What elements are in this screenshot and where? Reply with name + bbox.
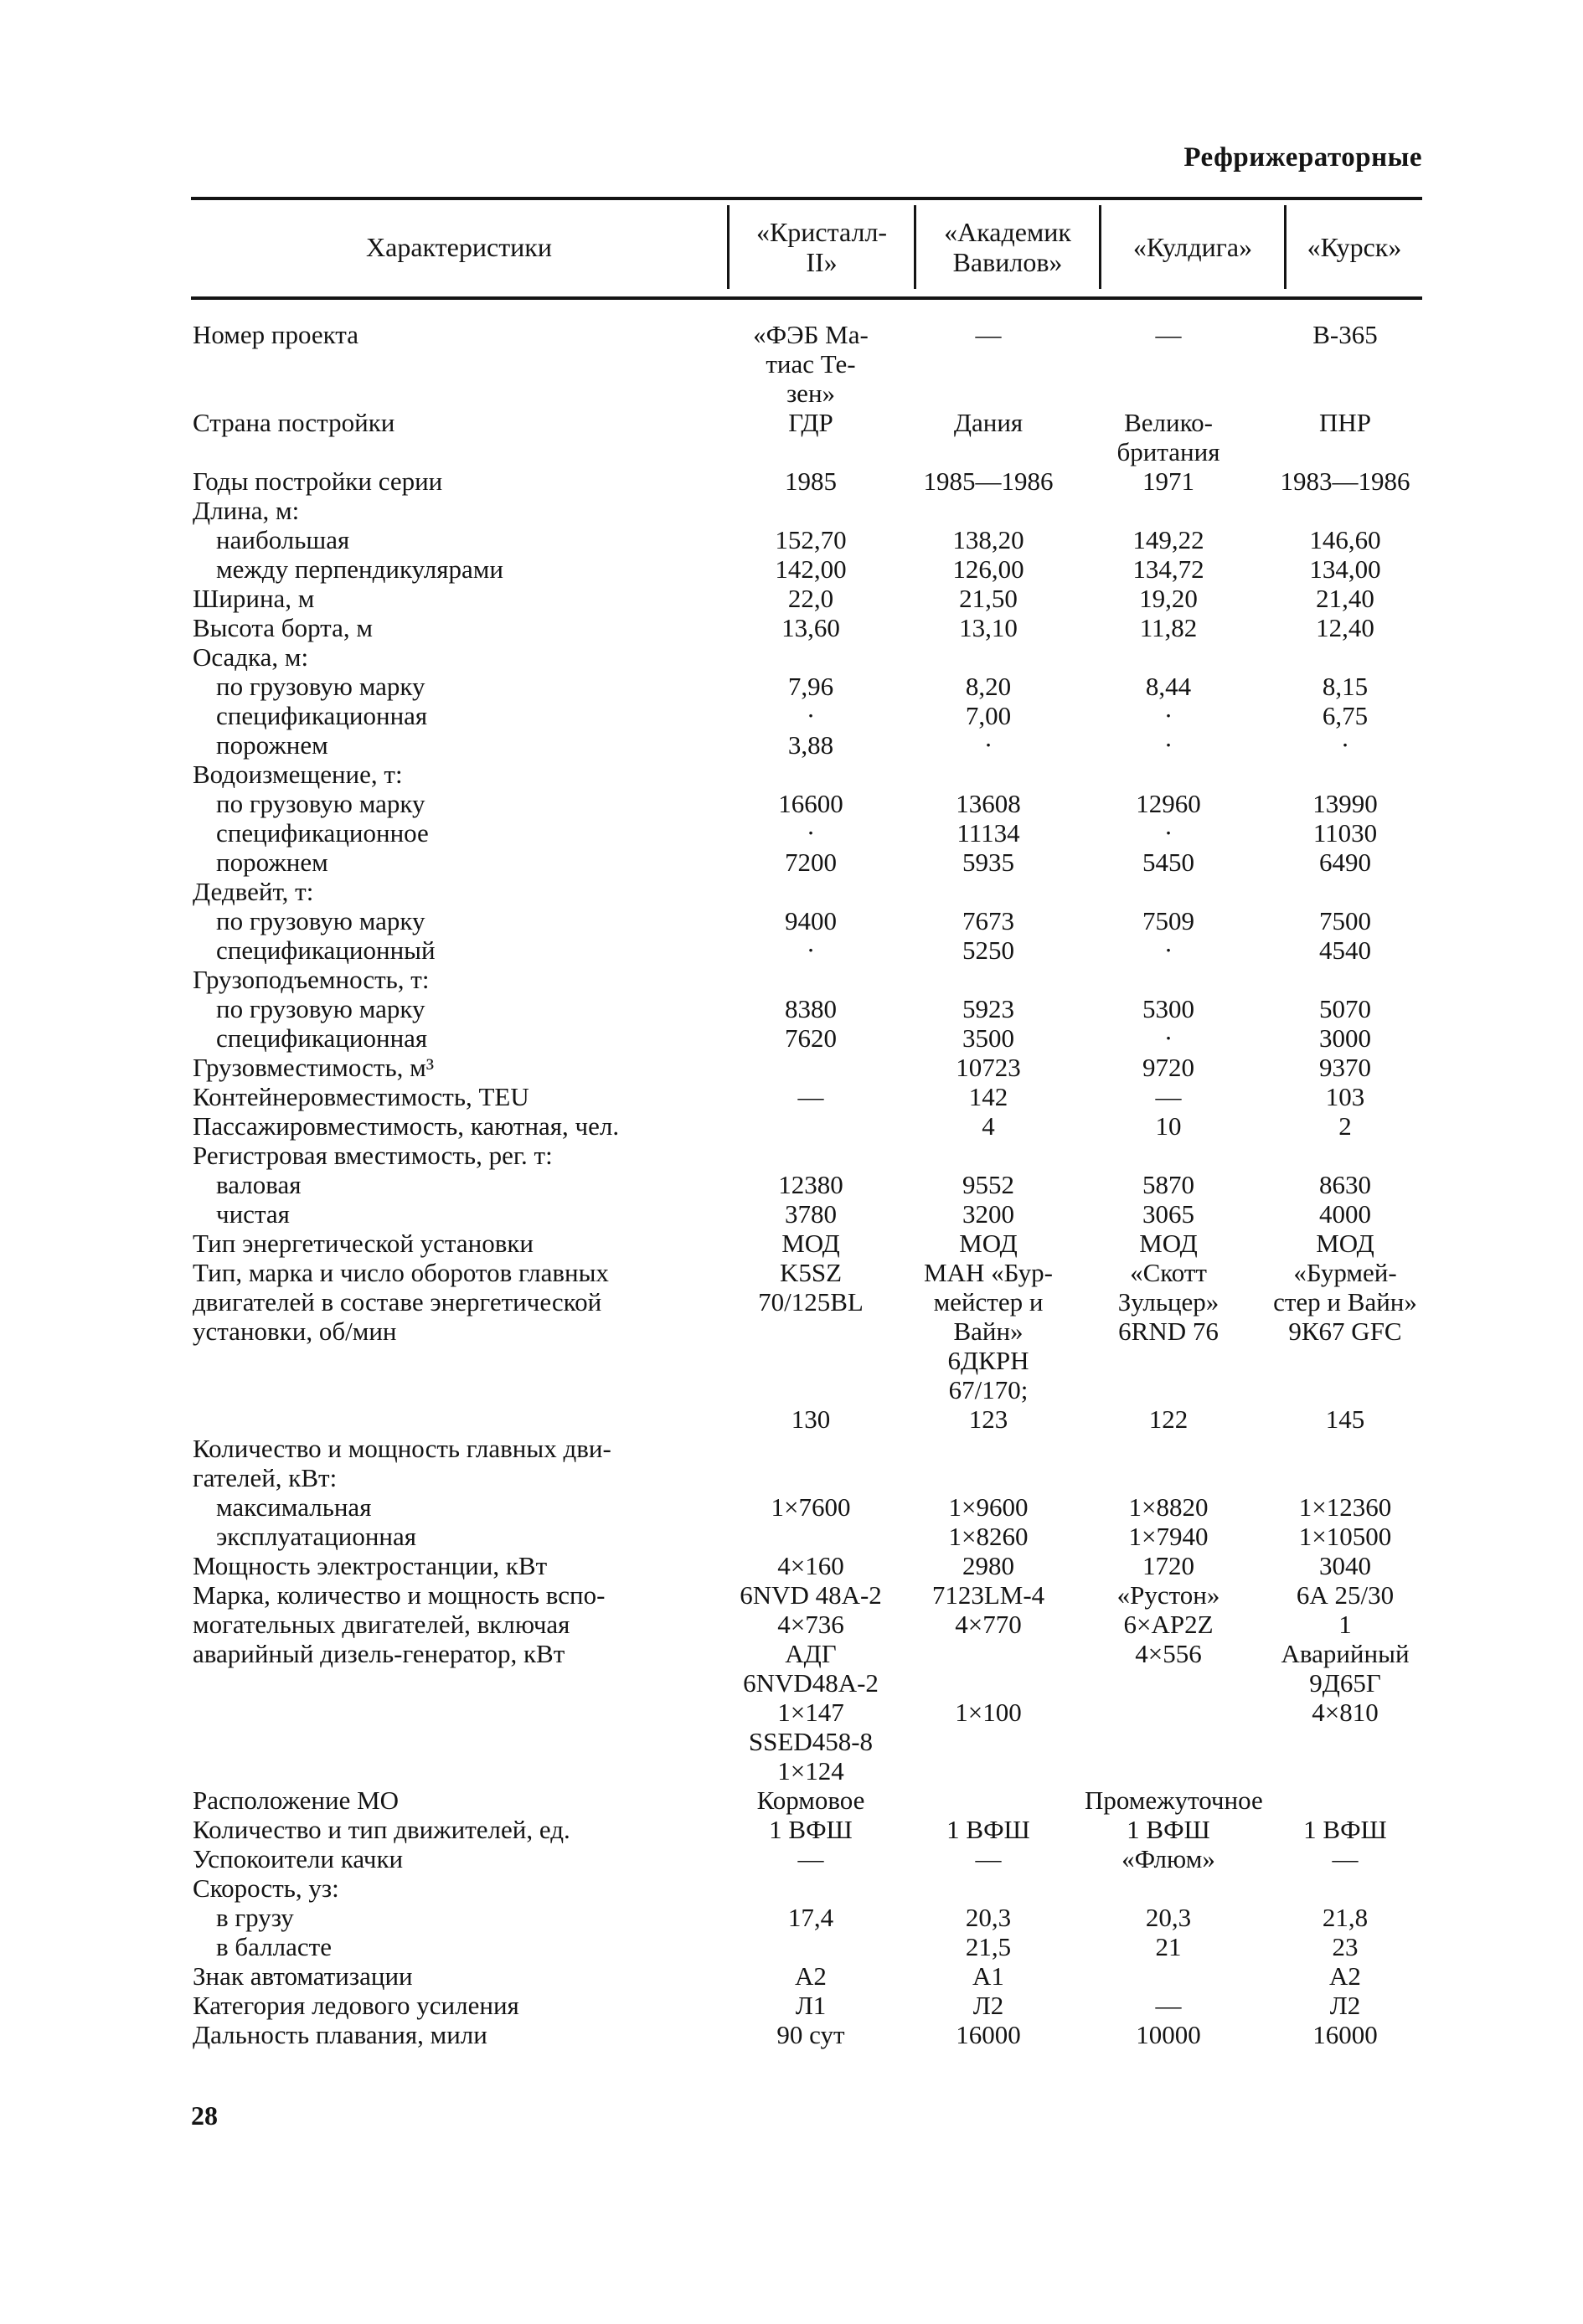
row-label: Длина, м:: [193, 496, 300, 525]
row-label: порожнем: [216, 848, 328, 877]
table-cell: 1×8820: [1128, 1492, 1209, 1522]
table-cell: 3500: [962, 1023, 1014, 1053]
row-label: Знак автоматизации: [193, 1961, 413, 1991]
table-cell: 9720: [1142, 1053, 1194, 1082]
table-cell: 126,00: [952, 554, 1024, 584]
table-cell: 6А 25/30 1 Аварийный 9Д65Г 4×810: [1281, 1580, 1410, 1727]
row-label: Количество и мощность главных дви- гателей, кВт:: [193, 1434, 611, 1492]
column-header-akademik-vavilov: «Академик Вавилов»: [944, 217, 1071, 277]
table-cell: 134,00: [1309, 554, 1381, 584]
table-cell: 21,50: [959, 584, 1018, 613]
table-cell: 122: [1148, 1404, 1189, 1434]
table-cell: ·: [806, 935, 816, 965]
table-cell: 16000: [1312, 2020, 1378, 2049]
table-cell: 103: [1325, 1082, 1365, 1111]
row-label: Дедвейт, т:: [193, 877, 314, 906]
row-label: между перпендикулярами: [216, 554, 503, 584]
table-cell: 5300: [1142, 994, 1194, 1023]
row-label: Ширина, м: [193, 584, 315, 613]
table-cell: ·: [1163, 730, 1173, 760]
table-cell: 3780: [785, 1199, 837, 1229]
table-cell: 17,4: [787, 1903, 834, 1932]
row-label: Тип энергетической установки: [193, 1229, 534, 1258]
table-cell: 19,20: [1139, 584, 1198, 613]
table-cell: 7500: [1319, 906, 1371, 935]
table-cell: 10: [1155, 1111, 1182, 1141]
table-cell: 1 ВФШ: [1127, 1815, 1210, 1844]
row-label: в балласте: [216, 1932, 332, 1961]
table-cell: 3,88: [787, 730, 834, 760]
table-cell: 8,44: [1145, 672, 1192, 701]
table-cell: 8,20: [965, 672, 1012, 701]
table-cell: 11,82: [1139, 613, 1198, 642]
table-cell: 8380: [785, 994, 837, 1023]
table-cell: 12960: [1136, 789, 1201, 818]
table-cell: «Бурмей- стер и Вайн» 9К67 GFC: [1273, 1258, 1417, 1346]
row-label: Водоизмещение, т:: [193, 760, 403, 789]
table-cell: —: [975, 1844, 1002, 1873]
row-label: Грузовместимость, м³: [193, 1053, 435, 1082]
table-cell: МОД: [1316, 1229, 1374, 1258]
table-cell: 5250: [962, 935, 1014, 965]
row-label: Регистровая вместимость, рег. т:: [193, 1141, 553, 1170]
table-cell: 5070: [1319, 994, 1371, 1023]
table-cell: 1×8260: [948, 1522, 1029, 1551]
table-cell: 90 сут: [776, 2020, 845, 2049]
row-label: Дальность плавания, мили: [193, 2020, 487, 2049]
table-cell: ·: [806, 701, 816, 730]
row-label: спецификационный: [216, 935, 436, 965]
row-label: по грузовую марку: [216, 994, 425, 1023]
table-cell: 1 ВФШ: [946, 1815, 1030, 1844]
table-cell: 123: [968, 1404, 1008, 1434]
table-cell: 7,96: [787, 672, 834, 701]
table-cell: ·: [1163, 935, 1173, 965]
table-cell: 130: [791, 1404, 831, 1434]
table-cell: 4: [982, 1111, 995, 1141]
table-cell: 12,40: [1316, 613, 1374, 642]
table-cell: 11134: [957, 818, 1020, 848]
row-label: Успокоители качки: [193, 1844, 404, 1873]
table-cell: 149,22: [1132, 525, 1204, 554]
table-cell: 1971: [1142, 466, 1194, 496]
table-cell: 21,5: [965, 1932, 1012, 1961]
column-header-kuldiga: «Кулдига»: [1132, 232, 1253, 262]
row-label: эксплуатационная: [216, 1522, 417, 1551]
row-label: валовая: [216, 1170, 302, 1199]
table-cell: ·: [983, 730, 993, 760]
table-cell: 4×160: [777, 1551, 844, 1580]
table-cell: 6NVD 48A-2 4×736 АДГ 6NVD48A-2 1×147 SSED458-8 1×124: [740, 1580, 882, 1786]
table-cell: 10723: [956, 1053, 1021, 1082]
row-label: по грузовую марку: [216, 672, 425, 701]
table-cell: 22,0: [787, 584, 834, 613]
row-label: спецификационная: [216, 701, 428, 730]
row-label: Категория ледового усиления: [193, 1991, 519, 2020]
table-cell: 5450: [1142, 848, 1194, 877]
table-cell: 1×7940: [1128, 1522, 1209, 1551]
table-cell: —: [1332, 1844, 1359, 1873]
row-label: Марка, количество и мощность вспо- могательных двигателей, включая аварийный дизель-генератор, кВт: [193, 1580, 606, 1668]
page-heading: Рефрижераторные: [1183, 142, 1422, 173]
table-cell: 13,60: [781, 613, 840, 642]
table-cell: Л2: [972, 1991, 1004, 2020]
row-label: Грузоподъемность, т:: [193, 965, 430, 994]
table-cell: —: [1155, 1082, 1182, 1111]
table-cell: 1720: [1142, 1551, 1194, 1580]
table-cell: 20,3: [965, 1903, 1012, 1932]
table-cell: 21,8: [1322, 1903, 1369, 1932]
table-cell: 7123LM-4 4×770 1×100: [931, 1580, 1045, 1727]
table-cell: 152,70: [775, 525, 847, 554]
row-label: Страна постройки: [193, 408, 395, 437]
row-label: Осадка, м:: [193, 642, 309, 672]
table-cell: 21: [1155, 1932, 1182, 1961]
table-cell: Промежуточное: [1085, 1786, 1263, 1815]
column-header-kursk: «Курск»: [1307, 232, 1402, 262]
table-cell: ·: [1340, 730, 1350, 760]
row-label: чистая: [216, 1199, 290, 1229]
row-label: по грузовую марку: [216, 906, 425, 935]
table-cell: 16000: [956, 2020, 1021, 2049]
table-cell: «Рустон» 6×AP2Z 4×556: [1116, 1580, 1220, 1668]
table-cell: 3040: [1319, 1551, 1371, 1580]
table-cell: А1: [972, 1961, 1004, 1991]
table-cell: 142: [968, 1082, 1008, 1111]
table-cell: МАН «Бур- мейстер и Вайн» 6ДКРН 67/170;: [924, 1258, 1053, 1404]
table-cell: 146,60: [1309, 525, 1381, 554]
table-cell: 4540: [1319, 935, 1371, 965]
table-cell: 7200: [785, 848, 837, 877]
row-label: порожнем: [216, 730, 328, 760]
table-cell: ·: [1163, 701, 1173, 730]
table-cell: МОД: [1139, 1229, 1198, 1258]
table-cell: Дания: [953, 408, 1024, 437]
table-cell: 23: [1332, 1932, 1359, 1961]
table-cell: ГДР: [788, 408, 833, 437]
table-cell: «ФЭБ Ма- тиас Те- зен»: [753, 320, 869, 408]
table-cell: 8630: [1319, 1170, 1371, 1199]
table-cell: 7509: [1142, 906, 1194, 935]
table-cell: 142,00: [775, 554, 847, 584]
table-cell: А2: [795, 1961, 827, 1991]
table-cell: 138,20: [952, 525, 1024, 554]
table-cell: В-365: [1312, 320, 1378, 349]
table-cell: Л1: [795, 1991, 827, 2020]
table-cell: 5935: [962, 848, 1014, 877]
table-cell: 9370: [1319, 1053, 1371, 1082]
row-label: Тип, марка и число оборотов главных двигателей в составе энергетической установки, об/мин: [193, 1258, 609, 1346]
page-number: 28: [191, 2100, 218, 2131]
table-cell: —: [1155, 1991, 1182, 2020]
row-label: Скорость, уз:: [193, 1873, 339, 1903]
row-label: максимальная: [216, 1492, 372, 1522]
table-cell: 2: [1338, 1111, 1352, 1141]
table-cell: «Скотт Зульцер» 6RND 76: [1117, 1258, 1219, 1346]
table-cell: 1983—1986: [1280, 466, 1410, 496]
table-cell: МОД: [781, 1229, 840, 1258]
table-cell: 1985: [785, 466, 837, 496]
row-label: Высота борта, м: [193, 613, 373, 642]
table-cell: Л2: [1329, 1991, 1361, 2020]
table-header-rule: [191, 296, 1422, 300]
table-cell: 7673: [962, 906, 1014, 935]
row-label: Количество и тип движителей, ед.: [193, 1815, 570, 1844]
table-cell: 1985—1986: [923, 466, 1054, 496]
table-cell: 11030: [1312, 818, 1378, 848]
column-header-kristall: «Кристалл-II»: [755, 217, 888, 277]
table-cell: ·: [1163, 818, 1173, 848]
row-label: в грузу: [216, 1903, 294, 1932]
table-cell: 13,10: [959, 613, 1018, 642]
table-cell: —: [1155, 320, 1182, 349]
column-header-characteristics: Характеристики: [366, 232, 552, 262]
row-label: спецификационная: [216, 1023, 428, 1053]
table-cell: 3000: [1319, 1023, 1371, 1053]
row-label: Контейнеровместимость, TEU: [193, 1082, 529, 1111]
row-label: по грузовую марку: [216, 789, 425, 818]
table-cell: 5870: [1142, 1170, 1194, 1199]
table-cell: 1×7600: [771, 1492, 851, 1522]
table-cell: «Флюм»: [1122, 1844, 1215, 1873]
table-top-rule: [191, 197, 1422, 200]
table-cell: Кормовое: [756, 1786, 865, 1815]
table-cell: 13608: [956, 789, 1021, 818]
table-cell: 6,75: [1322, 701, 1369, 730]
row-label: Пассажировместимость, каютная, чел.: [193, 1111, 620, 1141]
table-cell: 134,72: [1132, 554, 1204, 584]
row-label: спецификационное: [216, 818, 429, 848]
table-cell: МОД: [959, 1229, 1018, 1258]
row-label: наибольшая: [216, 525, 350, 554]
table-cell: 13990: [1312, 789, 1378, 818]
table-cell: 8,15: [1322, 672, 1369, 701]
table-cell: 7,00: [965, 701, 1012, 730]
table-cell: ПНР: [1318, 408, 1371, 437]
table-cell: —: [797, 1844, 824, 1873]
table-cell: Велико- британия: [1116, 408, 1220, 466]
table-cell: 1×10500: [1298, 1522, 1392, 1551]
table-cell: 1 ВФШ: [769, 1815, 853, 1844]
table-cell: 12380: [778, 1170, 843, 1199]
table-cell: 10000: [1136, 2020, 1201, 2049]
table-cell: 3065: [1142, 1199, 1194, 1229]
table-cell: 21,40: [1316, 584, 1374, 613]
table-cell: 16600: [778, 789, 843, 818]
table-cell: А2: [1329, 1961, 1361, 1991]
table-cell: 1 ВФШ: [1303, 1815, 1387, 1844]
table-cell: 145: [1325, 1404, 1365, 1434]
table-cell: 6490: [1319, 848, 1371, 877]
row-label: Расположение МО: [193, 1786, 400, 1815]
row-label: Мощность электростанции, кВт: [193, 1551, 548, 1580]
table-cell: 3200: [962, 1199, 1014, 1229]
table-cell: 7620: [785, 1023, 837, 1053]
table-cell: —: [975, 320, 1002, 349]
table-cell: 4000: [1319, 1199, 1371, 1229]
table-cell: K5SZ 70/125BL: [758, 1258, 864, 1317]
table-cell: 1×12360: [1298, 1492, 1392, 1522]
table-cell: ·: [1163, 1023, 1173, 1053]
table-cell: —: [797, 1082, 824, 1111]
table-cell: 5923: [962, 994, 1014, 1023]
table-cell: 9400: [785, 906, 837, 935]
table-cell: 20,3: [1145, 1903, 1192, 1932]
table-cell: 1×9600: [948, 1492, 1029, 1522]
table-cell: 9552: [962, 1170, 1014, 1199]
table-cell: 2980: [962, 1551, 1014, 1580]
table-cell: ·: [806, 818, 816, 848]
row-label: Номер проекта: [193, 320, 358, 349]
row-label: Годы постройки серии: [193, 466, 443, 496]
